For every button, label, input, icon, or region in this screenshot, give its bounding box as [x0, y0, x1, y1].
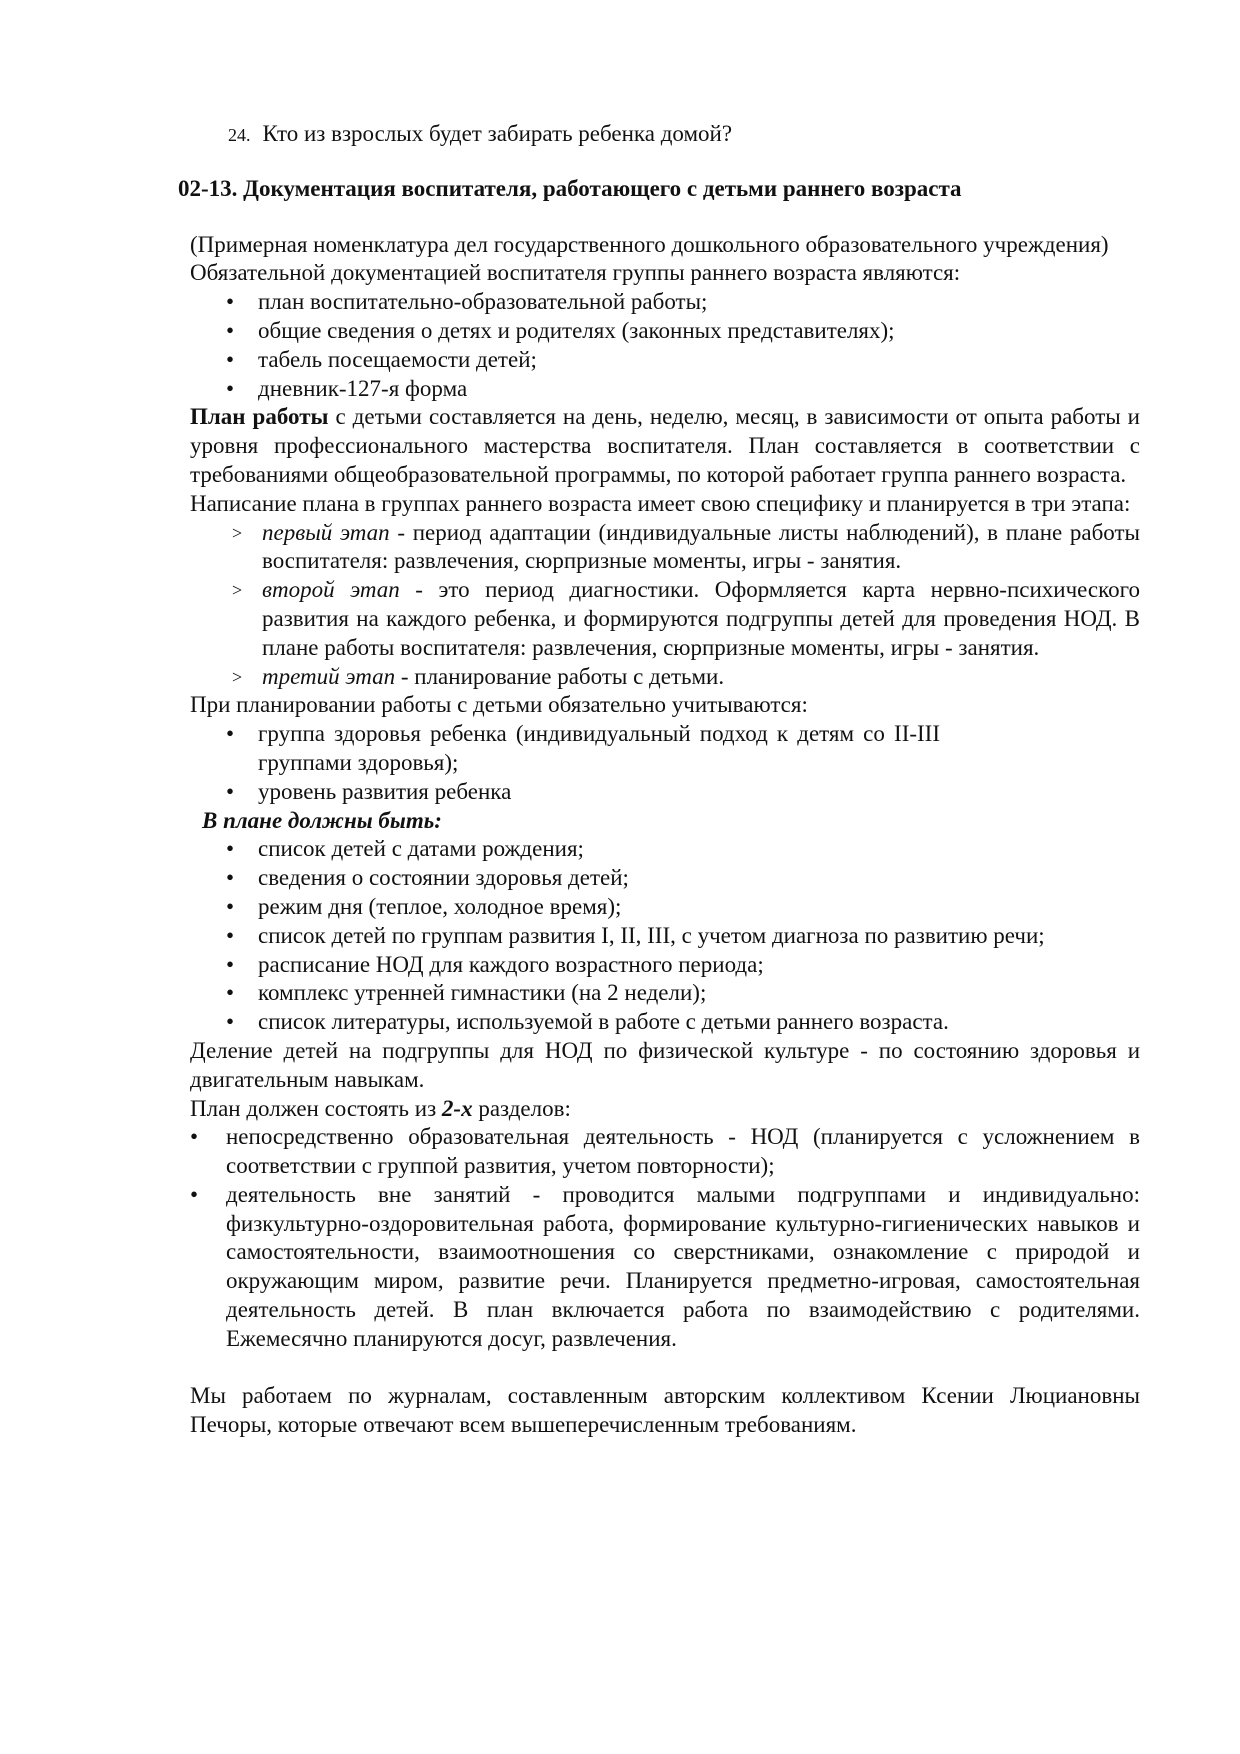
plan-paragraph	[190, 403, 1140, 489]
stage-item	[190, 576, 1140, 662]
stage-name: второй этап -	[262, 577, 423, 603]
stage-text: - период адаптации (индивидуальные листы наблюдений), в плане работы воспитателя: развлечения, сюрпризные моменты, игры - занятия.	[262, 519, 1141, 574]
sections-label	[190, 1095, 1140, 1124]
mandatory-label: Обязательной документацией воспитателя группы раннего возраста являются:	[190, 260, 961, 286]
list-item: • деятельность вне занятий - проводится малыми подгруппами и индивидуально: физкультурно-оздоровительная работа, формирование культурно-гигиенических навыков и самостоятельности, взаимоотношения со сверстниками, ознакомление с природой и окружающим миром, развитие речи. Планируется предметно-игровая, самостоятельная деятельность детей. В план включается работа по взаимодействию с родителями. Ежемесячно планируются досуг, развлечения.	[190, 1181, 1140, 1354]
must-list	[190, 835, 1140, 1037]
list-item: • группа здоровья ребенка (индивидуальный подход к детям со II-III группами здоровья);	[190, 720, 1140, 778]
stage-name: первый этап	[262, 519, 390, 545]
document-page	[178, 120, 1141, 1440]
intro-text: (Примерная номенклатура дел государственного дошкольного образовательного учреждения)	[190, 231, 1109, 257]
division-text: Деление детей на подгруппы для НОД по физической культуре - по состоянию здоровья и двигательным навыкам.	[190, 1037, 1140, 1092]
sections-label-post: разделов:	[472, 1095, 571, 1121]
mandatory-list	[190, 288, 1140, 403]
plan-bold: План работы	[190, 404, 329, 430]
stage-text: это период диагностики. Оформляется карта нервно-психического развития на каждого ребенка, и формируются подгруппы детей для проведения НОД. В плане работы воспитателя: развлечения, сюрпризные моменты, игры - занятия.	[262, 577, 1140, 660]
list-item: • непосредственно образовательная деятельность - НОД (планируется с усложнением в соответствии с группой развития, учетом повторности);	[190, 1123, 1140, 1181]
list-item: • комплекс утренней гимнастики (на 2 недели);	[190, 979, 1140, 1008]
consider-label: При планировании работы с детьми обязательно учитываются:	[190, 692, 808, 718]
list-item: • расписание НОД для каждого возрастного периода;	[190, 951, 1140, 980]
list-item: • режим дня (теплое, холодное время);	[190, 893, 1140, 922]
list-item: • план воспитательно-образовательной работы;	[190, 288, 1140, 317]
closing-text: Мы работаем по журналам, составленным авторским коллективом Ксении Люциановны Печоры, которые отвечают всем вышеперечисленным требованиям.	[190, 1383, 1140, 1438]
consider-list	[190, 720, 1140, 806]
sections-label-bold: 2-х	[441, 1095, 473, 1121]
stage-item	[190, 663, 1140, 692]
arrow-icon: >	[232, 580, 243, 601]
list-item: • дневник-127-я форма	[190, 375, 1140, 404]
plan-text: с детьми составляется на день, неделю, месяц, в зависимости от опыта работы и уровня профессионального мастерства воспитателя. План составляется в соответствии с требованиями общеобразовательной программы, по которой работает группа раннего возраста.	[190, 404, 1140, 487]
section-heading: 02-13. Документация воспитателя, работающего с детьми раннего возраста	[178, 175, 962, 201]
sections-label-pre: План должен состоять из	[190, 1095, 442, 1121]
list-item: • табель посещаемости детей;	[190, 346, 1140, 375]
stages-list	[190, 519, 1140, 692]
list-item: • сведения о состоянии здоровья детей;	[190, 864, 1140, 893]
list-item: • список литературы, используемой в работе с детьми раннего возраста.	[190, 1008, 1140, 1037]
arrow-icon: >	[232, 666, 243, 687]
list-item: • список детей по группам развития I, II, III, с учетом диагноза по развитию речи;	[190, 922, 1140, 951]
arrow-icon: >	[232, 522, 243, 543]
question-item	[228, 120, 1140, 150]
question-number: 24.	[228, 125, 251, 145]
list-item: • уровень развития ребенка	[190, 778, 1140, 807]
list-item: • общие сведения о детях и родителях (законных представителях);	[190, 317, 1140, 346]
must-label: В плане должны быть:	[202, 807, 442, 833]
stage-text: - планирование работы с детьми.	[395, 663, 725, 689]
stage-item	[190, 519, 1140, 577]
list-item: • список детей с датами рождения;	[190, 835, 1140, 864]
stages-intro: Написание плана в группах раннего возраста имеет свою специфику и планируется в три этапа:	[190, 490, 1131, 516]
question-text: Кто из взрослых будет забирать ребенка домой?	[262, 121, 733, 146]
stage-name: третий этап	[262, 663, 396, 689]
sections-list	[190, 1123, 1140, 1353]
